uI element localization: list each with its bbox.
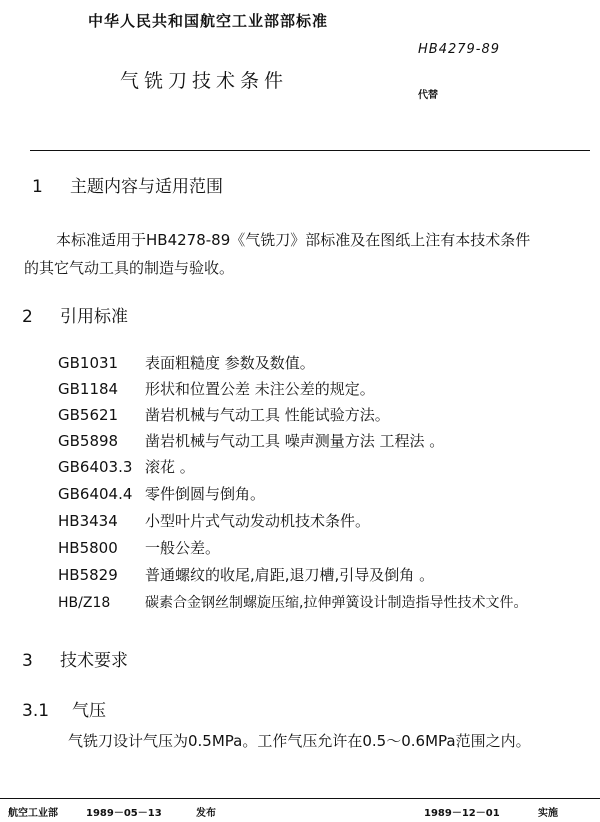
section-number: 3 [22,651,33,671]
reference-row [58,456,195,477]
reference-code: GB1031 [58,354,119,372]
reference-row [58,378,375,399]
reference-code: GB6403.3 [58,458,133,476]
section-number: 2 [22,307,33,327]
section-1-paragraph-line-2: 的其它气动工具的制造与验收。 [24,259,235,277]
reference-title: 凿岩机械与气动工具 性能试验方法。 [145,406,390,424]
section-2-heading [22,302,128,327]
header-divider [30,150,590,151]
footer-effective-label: 实施 [538,808,558,819]
section-title: 引用标准 [60,307,128,327]
reference-title: 凿岩机械与气动工具 噪声测量方法 工程法 。 [145,432,445,450]
footer-issue-label: 发布 [196,808,216,819]
reference-code: GB5621 [58,406,119,424]
reference-title: 表面粗糙度 参数及数值。 [145,354,315,372]
issuing-organization: 中华人民共和国航空工业部部标准 [88,12,329,30]
replaces-label: 代替 [418,90,438,101]
reference-code: HB5829 [58,566,118,584]
reference-title: 一般公差。 [145,539,221,557]
reference-row [58,352,315,373]
reference-title: 小型叶片式气动发动机技术条件。 [145,512,371,530]
section-1-paragraph-line-1: 本标准适用于HB4278-89《气铣刀》部标准及在图纸上注有本技术条件 [56,231,531,249]
reference-code: GB1184 [58,380,119,398]
section-title: 主题内容与适用范围 [70,177,223,197]
section-3-heading [22,646,128,671]
reference-code: HB5800 [58,539,118,557]
subsection-3-1-paragraph: 气铣刀设计气压为0.5MPa。工作气压允许在0.5～0.6MPa范围之内。 [68,732,531,750]
footer-effective-date: 1989－12－01 [424,808,500,819]
reference-code: GB6404.4 [58,485,133,503]
section-title: 气压 [72,701,106,721]
reference-code: HB/Z18 [58,595,111,611]
reference-row [58,510,370,531]
footer-issue-date: 1989－05－13 [86,808,162,819]
subsection-3-1-heading [22,696,106,721]
document-title: 气铣刀技术条件 [120,70,289,92]
reference-title: 形状和位置公差 未注公差的规定。 [145,380,375,398]
reference-row [58,537,220,558]
section-number: 3.1 [22,701,50,721]
reference-title: 碳素合金钢丝制螺旋压缩,拉伸弹簧设计制造指导性技术文件。 [145,595,528,611]
section-title: 技术要求 [60,651,128,671]
reference-row [58,592,527,612]
reference-title: 零件倒圆与倒角。 [145,485,266,503]
section-number: 1 [32,177,43,197]
reference-title: 普通螺纹的收尾,肩距,退刀槽,引导及倒角 。 [145,566,435,584]
standard-number: HB4279-89 [418,42,501,57]
section-1-heading [32,172,223,197]
reference-title: 滚花 。 [145,458,195,476]
reference-row [58,430,444,451]
footer-divider [0,798,600,799]
reference-row [58,404,390,425]
reference-code: HB3434 [58,512,118,530]
reference-row [58,564,434,585]
footer-issuer: 航空工业部 [8,808,58,819]
reference-row [58,483,265,504]
reference-code: GB5898 [58,432,119,450]
